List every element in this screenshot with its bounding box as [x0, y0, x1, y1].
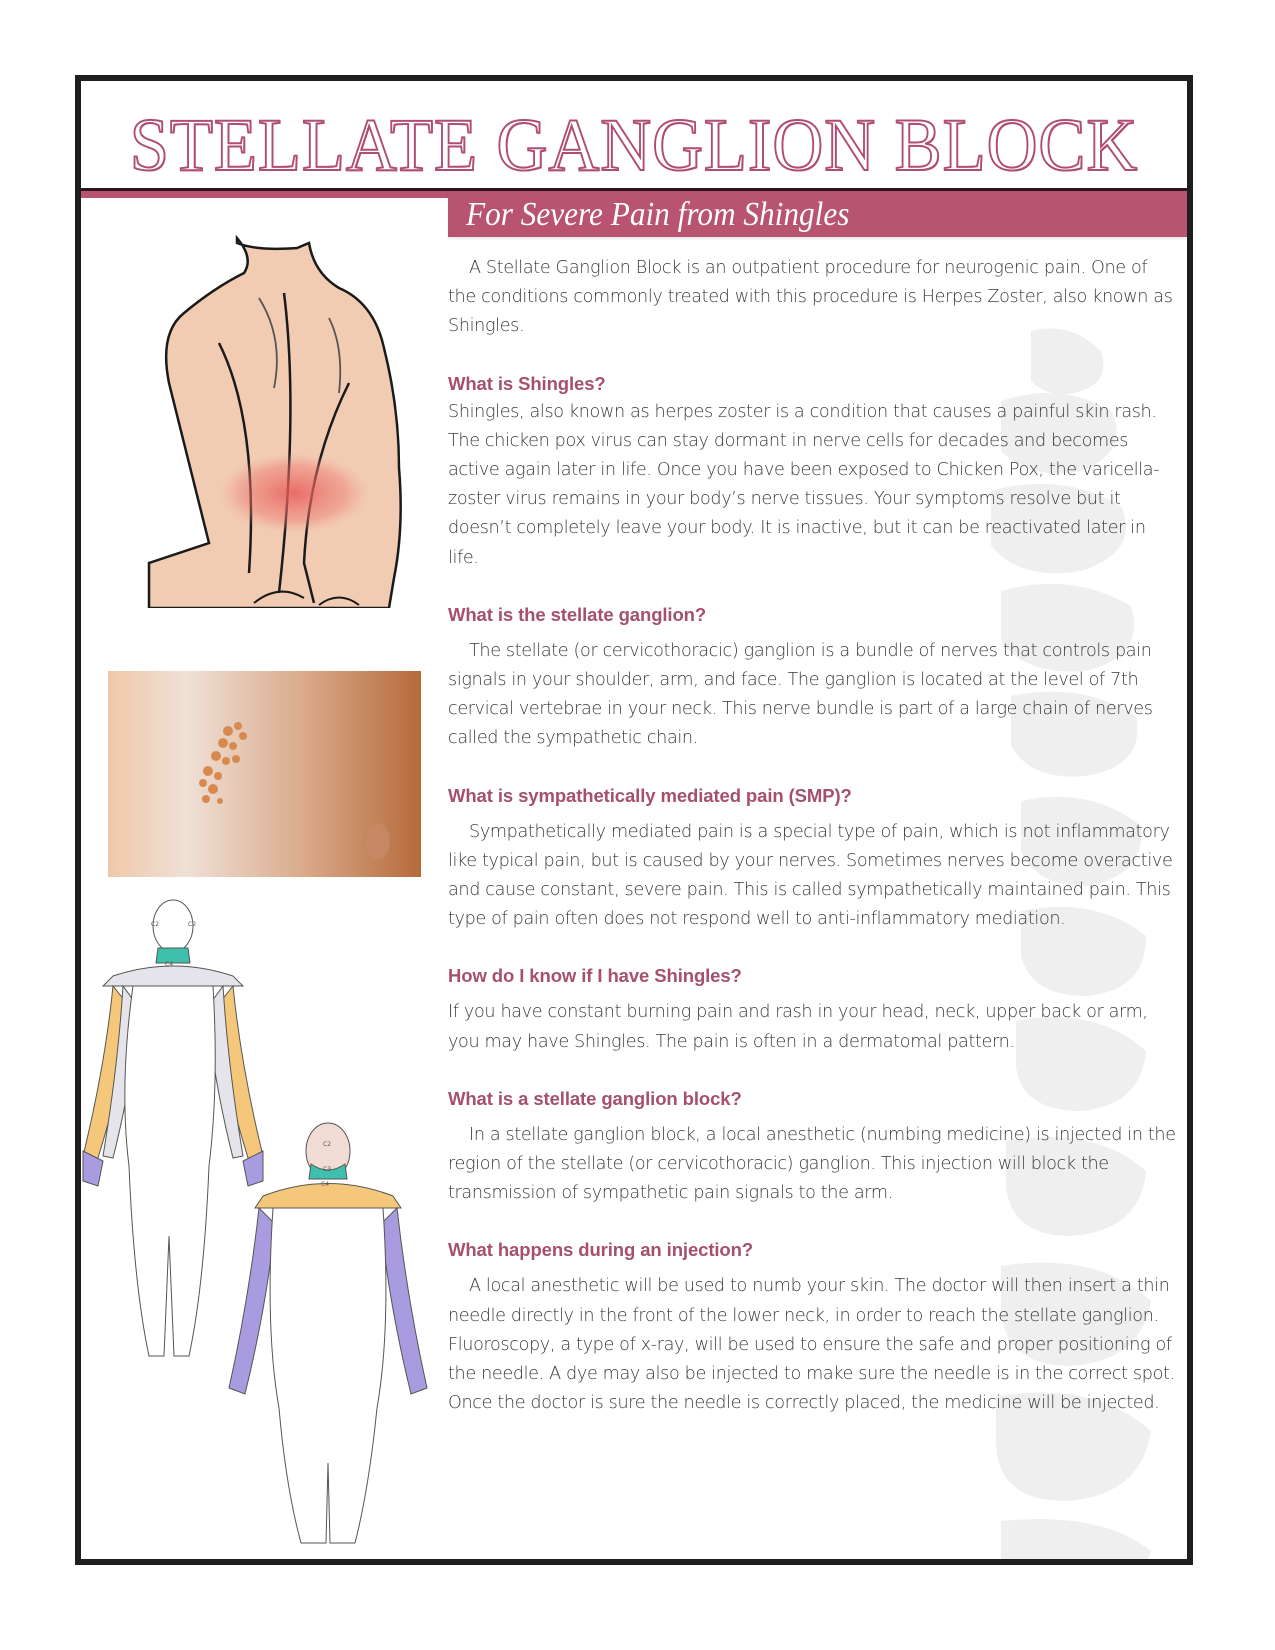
- svg-text:C3: C3: [323, 1166, 332, 1173]
- svg-text:C4: C4: [165, 961, 174, 968]
- page-title: STELLATE GANGLION BLOCK: [129, 104, 1139, 187]
- section-heading: What is the stellate ganglion?: [448, 603, 707, 625]
- section-body: Shingles, also known as herpes zoster is a condition that causes a painful skin rash. The chicken pox virus can stay dormant in nerve cells for decades and becomes active again later in life. Once you have been exposed to Chicken Pox, the varicella-zoster virus remains in your body’s nerve tissues. Your symptoms resolve but it doesn’t completely leave your body. It is inactive, but it can be reactivated later in life.: [448, 401, 1160, 568]
- section-body: If you have constant burning pain and rash in your head, neck, upper back or arm, you may have Shingles. The pain is often in a dermatomal pattern.: [448, 1002, 1148, 1052]
- section-heading: How do I know if I have Shingles?: [448, 965, 742, 987]
- section-heading: What is Shingles?: [448, 372, 606, 394]
- main-content: [448, 254, 1180, 1418]
- section-body: A local anesthetic will be used to numb your skin. The doctor will then insert a thin needle directly in the front of the lower neck, in order to reach the stellate ganglion. Fluoroscopy, a type of x-ray, will be used to ensure the safe and proper positioning of the needle. A dye may also be injected to make sure the needle is in the correct spot. Once the doctor is sure the needle is correctly placed, the medicine will be injected.: [448, 1276, 1175, 1414]
- back-shingles-illustration: [119, 233, 411, 608]
- section-body: In a stellate ganglion block, a local anesthetic (numbing medicine) is injected in the region of the stellate (or cervicothoracic) ganglion. This injection will block the transmission of sympathetic pain signals to the arm.: [448, 1124, 1176, 1204]
- intro-paragraph: A Stellate Ganglion Block is an outpatient procedure for neurogenic pain. One of the conditions commonly treated with this procedure is Herpes Zoster, also known as Shingles.: [448, 258, 1173, 337]
- svg-text:C2: C2: [151, 921, 160, 928]
- shingles-rash-photo: [108, 671, 421, 877]
- page-subtitle: For Severe Pain from Shingles: [466, 196, 850, 233]
- section-heading: What happens during an injection?: [448, 1239, 754, 1261]
- svg-text:C2: C2: [323, 1141, 332, 1148]
- section-heading: What is sympathetically mediated pain (SMP)?: [448, 784, 852, 806]
- section-heading: What is a stellate ganglion block?: [448, 1087, 742, 1109]
- svg-text:C4: C4: [321, 1181, 330, 1188]
- subtitle-band: [448, 191, 1187, 237]
- section-body: The stellate (or cervicothoracic) ganglion is a bundle of nerves that controls pain signals in your shoulder, arm, and face. The ganglion is located at the level of 7th cervical vertebrae in your neck. This nerve bundle is part of a large chain of nerves called the sympathetic chain.: [448, 640, 1153, 749]
- page-frame: [75, 75, 1193, 1565]
- svg-text:C2: C2: [188, 921, 197, 928]
- section-body: Sympathetically mediated pain is a special type of pain, which is not inflammatory like typical pain, but is caused by your nerves. Sometimes nerves become overactive and cause constant, severe pain. This is called sympathetically maintained pain. This type of pain often does not respond well to anti-inflammatory mediation.: [448, 821, 1173, 930]
- dermatome-diagram: [75, 896, 433, 1546]
